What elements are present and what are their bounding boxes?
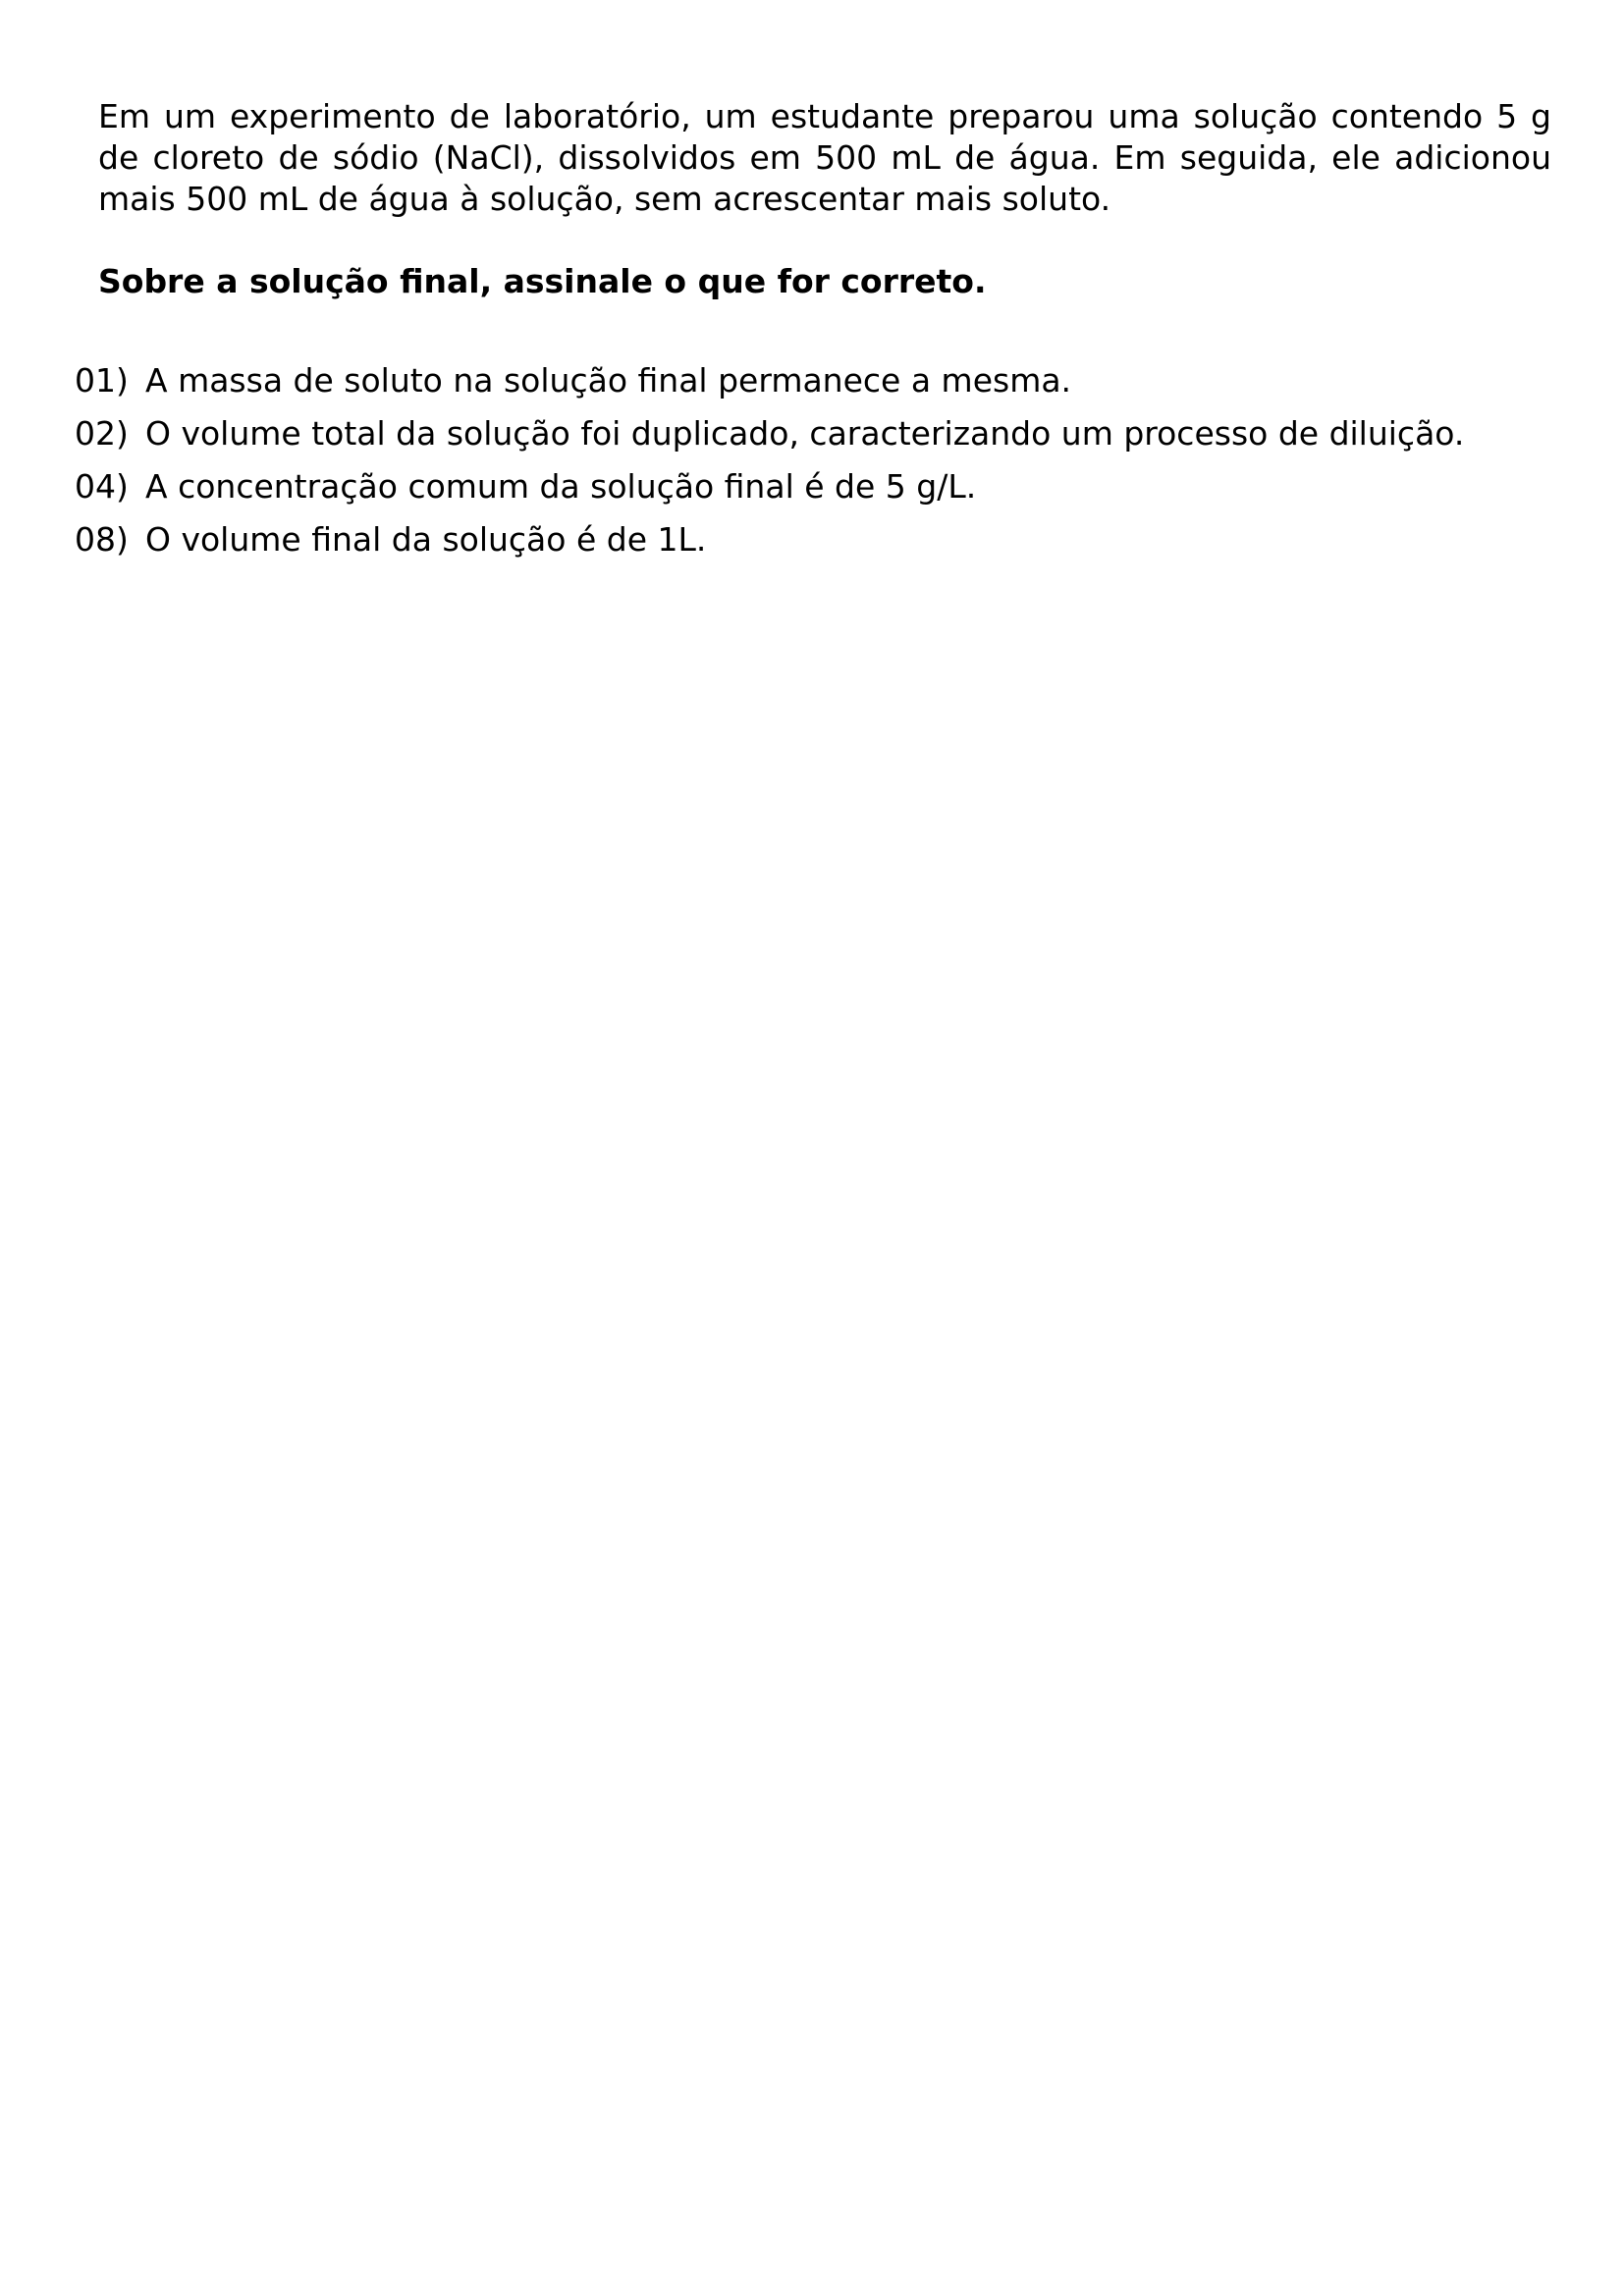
option-text: O volume total da solução foi duplicado, caracterizando um processo de diluição.: [145, 414, 1465, 453]
answer-options: [75, 360, 1587, 572]
option-text: O volume final da solução é de 1L.: [145, 520, 707, 559]
question-text: Em um experimento de laboratório, um estudante preparou uma solução contendo 5 g de cloreto de sódio (NaCl), dissolvidos em 500 mL de água. Em seguida, ele adicionou mais 500 mL de água à solução, sem acrescentar mais soluto.: [98, 97, 1551, 218]
answer-option: [75, 519, 1587, 572]
answer-option: [75, 360, 1587, 413]
option-text: A concentração comum da solução final é de 5 g/L.: [145, 467, 977, 506]
question-instruction: Sobre a solução final, assinale o que for correto.: [98, 262, 987, 300]
option-number: 02): [75, 414, 129, 453]
answer-option: [75, 466, 1587, 519]
option-number: 04): [75, 467, 129, 506]
answer-option: [75, 413, 1587, 466]
option-text: A massa de soluto na solução final permanece a mesma.: [145, 361, 1072, 400]
option-number: 08): [75, 520, 129, 559]
option-number: 01): [75, 361, 129, 400]
